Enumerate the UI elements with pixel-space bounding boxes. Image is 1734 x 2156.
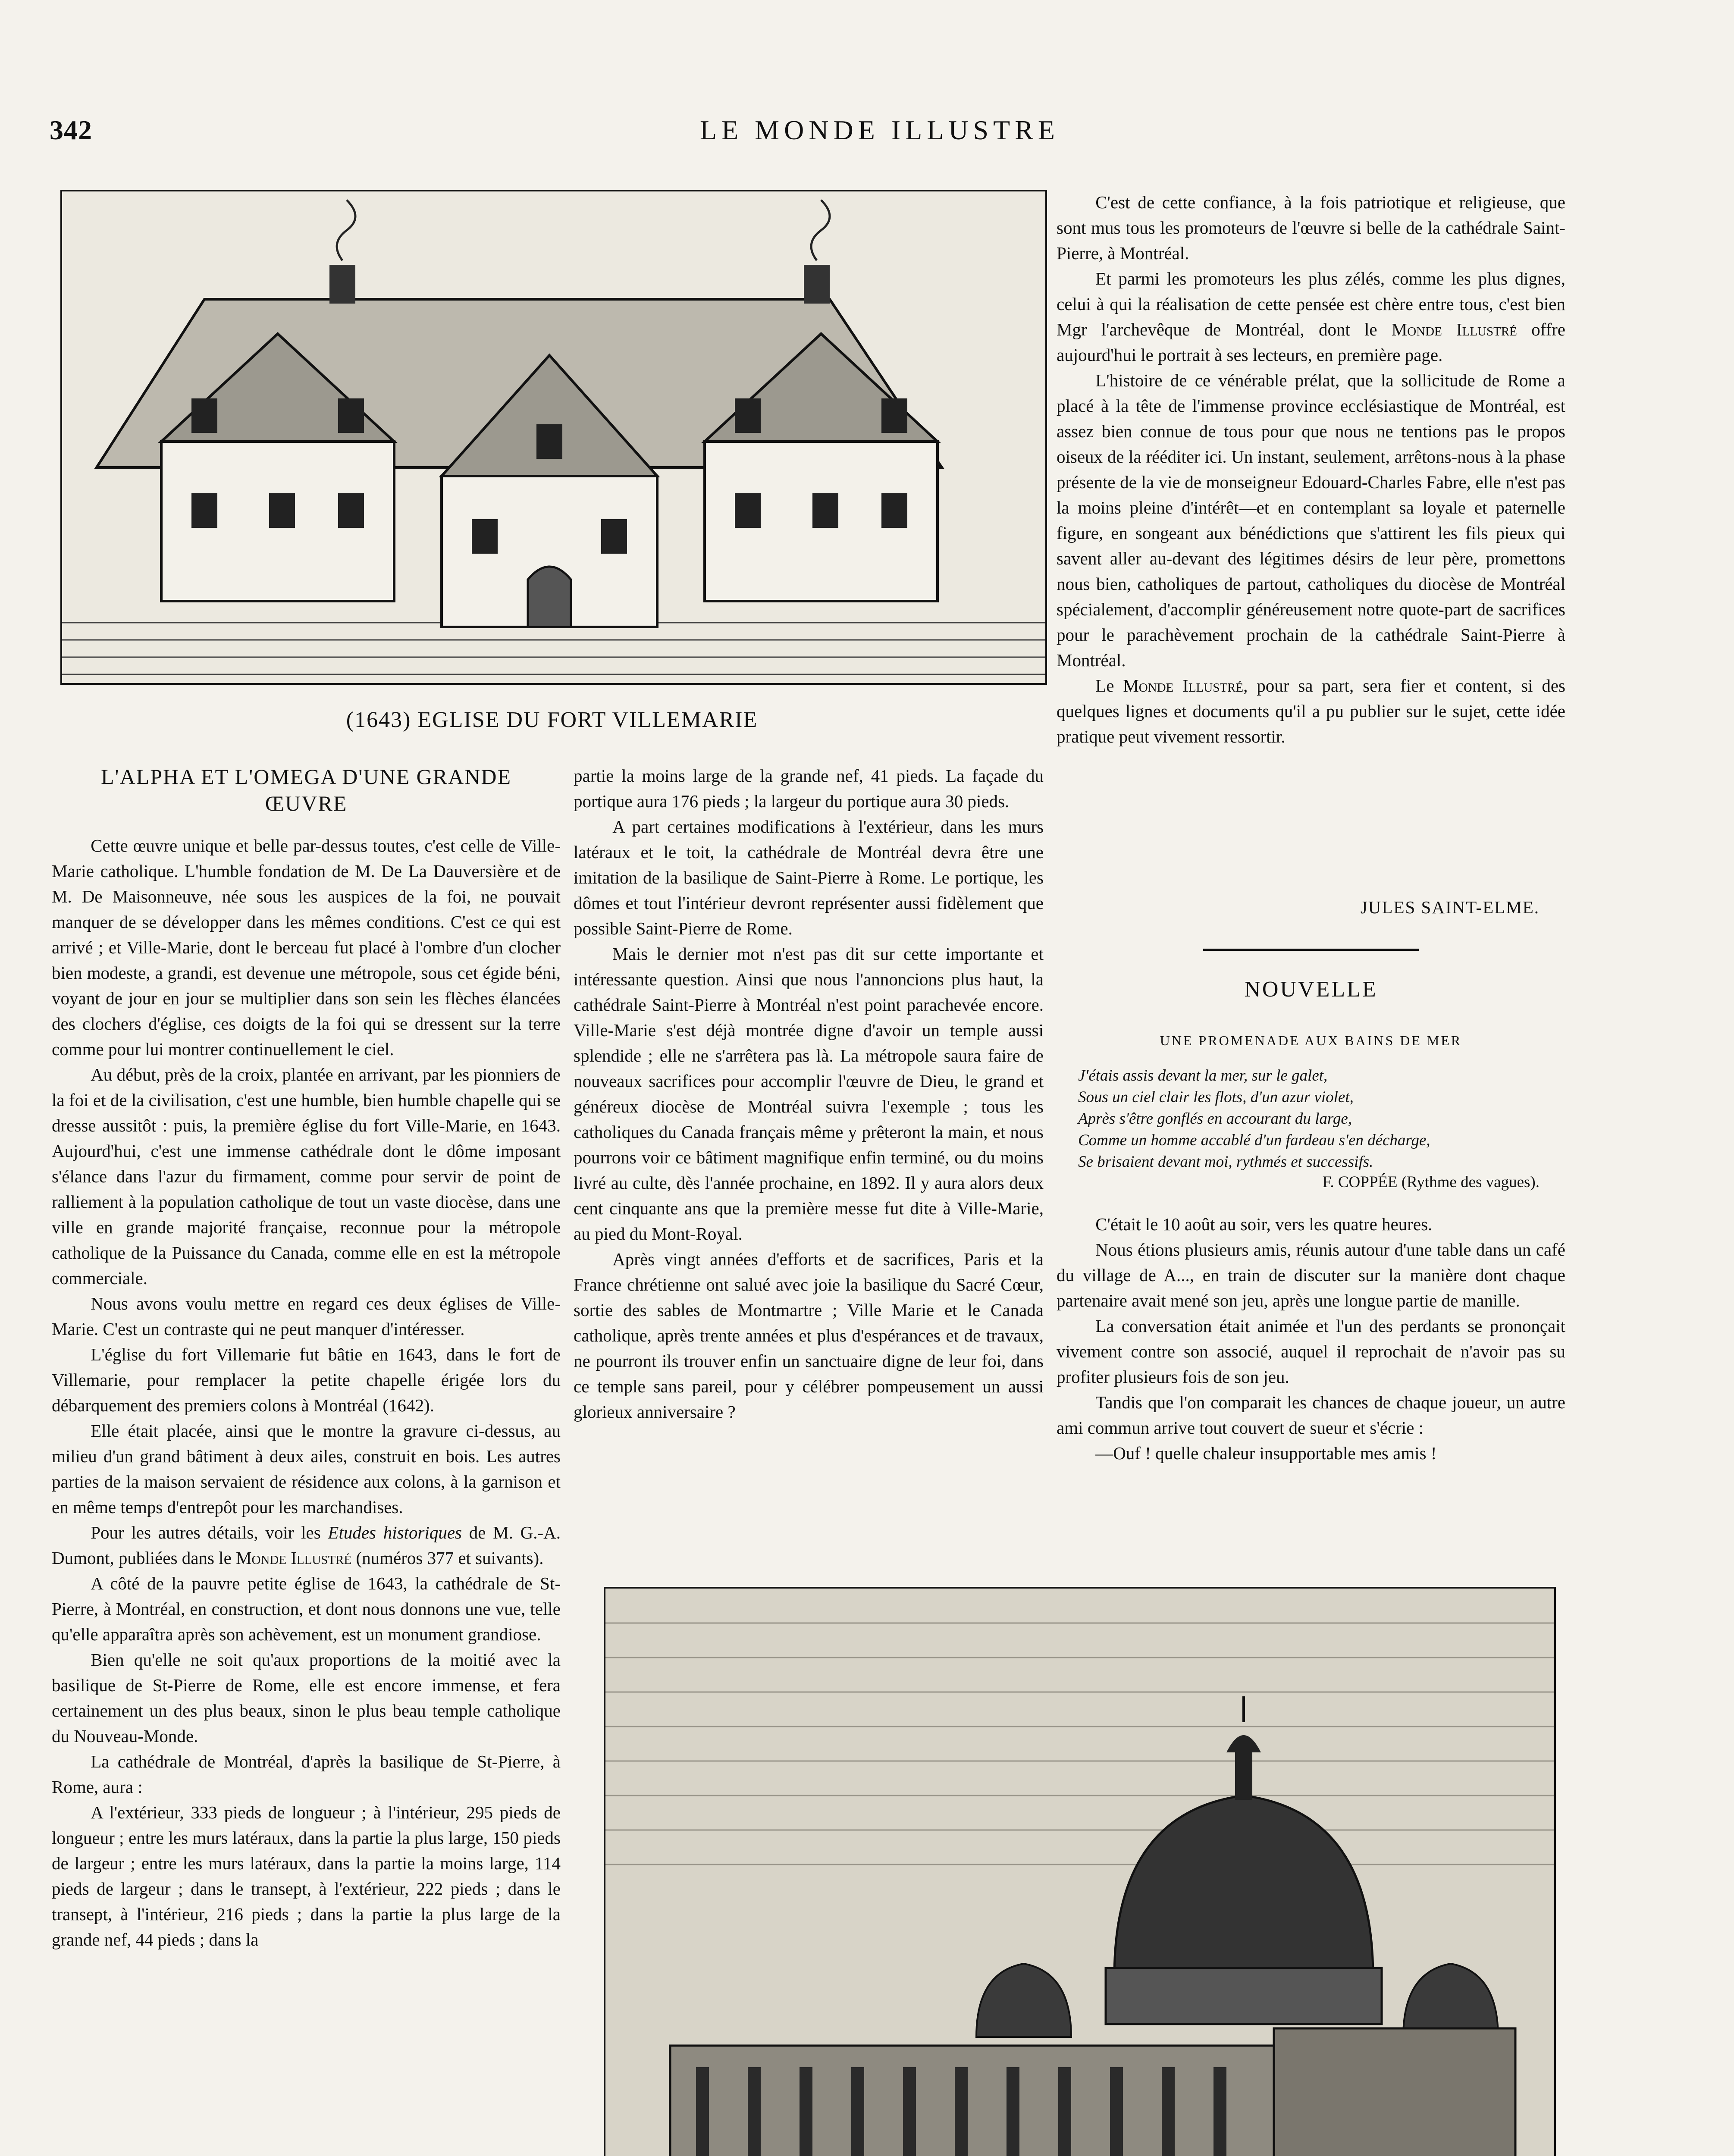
- paragraph: Bien qu'elle ne soit qu'aux proportions de la moitié avec la basilique de St-Pierre de Rome, elle est encore immense, et fera certainement un des plus beaux, sinon le plus beau temple catholique du Nouveau-Monde.: [52, 1650, 561, 1746]
- page-number: 342: [50, 115, 92, 145]
- paragraph: C'est de cette confiance, à la fois patriotique et religieuse, que sont mus tous les promoteurs de l'œuvre si belle de la cathédrale Saint-Pierre, à Montréal.: [1057, 192, 1565, 263]
- paragraph: —Ouf ! quelle chaleur insupportable mes amis !: [1095, 1443, 1437, 1463]
- epigraph-verse: [1078, 1065, 1552, 1173]
- nouvelle-subtitle: UNE PROMENADE AUX BAINS DE MER: [1160, 1033, 1462, 1048]
- paragraph: Tandis que l'on comparait les chances de chaque joueur, un autre ami commun arrive tout couvert de sueur et s'écrie :: [1057, 1392, 1565, 1438]
- paragraph: Après vingt années d'efforts et de sacrifices, Paris et la France chrétienne ont salué avec joie la basilique du Sacré Cœur, sortie des sables de Montmartre ; Ville Marie et le Canada catholique, après trente années et plus d'espérances et de travaux, ne pourront ils trouver enfin un sanctuaire digne de leur foi, dans ce temple sans pareil, pour y célébrer pompeusement un aussi glorieux anniversaire ?: [574, 1249, 1044, 1422]
- verse-line: Après s'être gonflés en accourant du large,: [1078, 1110, 1352, 1128]
- article-title: [52, 763, 561, 817]
- paragraph: A l'extérieur, 333 pieds de longueur ; à l'intérieur, 295 pieds de longueur ; entre les murs latéraux, dans la partie la plus large, 150 pieds de largeur ; entre les murs latéraux, dans la partie la moins large, 114 pieds de largeur ; dans le transept, à l'extérieur, 222 pieds ; dans le transept, à l'intérieur, 216 pieds ; dans la partie la plus large de la grande nef, 44 pieds ; dans la: [52, 1802, 561, 1949]
- paragraph: La conversation était animée et l'un des perdants se prononçait vivement contre son associé, auquel il reprochait de n'avoir pas su profiter plusieurs fois de son jeu.: [1057, 1316, 1565, 1387]
- epigraph-attribution: F. COPPÉE (Rythme des vagues).: [1322, 1173, 1540, 1191]
- paragraph: La cathédrale de Montréal, d'après la basilique de St-Pierre, à Rome, aura :: [52, 1752, 561, 1797]
- paragraph: A côté de la pauvre petite église de 1643, la cathédrale de St-Pierre, à Montréal, en construction, et dont nous donnons une vue, telle qu'elle apparaîtra après son achèvement, est un monument grandiose.: [52, 1573, 561, 1644]
- engraving-cathedral: [604, 1587, 1556, 2156]
- verse-line: Se brisaient devant moi, rythmés et successifs.: [1078, 1153, 1373, 1171]
- fort-church-drawing: [62, 191, 1045, 683]
- nouvelle-title: NOUVELLE: [1244, 977, 1378, 1002]
- engraving-fort-church: [60, 190, 1047, 685]
- paragraph: partie la moins large de la grande nef, 41 pieds. La façade du portique aura 176 pieds ; la largeur du portique aura 30 pieds.: [574, 766, 1044, 811]
- article-column-3: [1057, 190, 1565, 749]
- nouvelle-column: [1057, 1212, 1565, 1466]
- article-title-line-1: L'ALPHA ET L'OMEGA D'UNE GRANDE: [101, 765, 511, 789]
- cathedral-drawing: [605, 1589, 1554, 2156]
- paragraph: L'église du fort Villemarie fut bâtie en 1643, dans le fort de Villemarie, pour remplacer la petite chapelle érigée lors du débarquement des premiers colons à Montréal (1642).: [52, 1344, 561, 1415]
- article-column-1: [52, 763, 561, 1952]
- verse-line: Sous un ciel clair les flots, d'un azur violet,: [1078, 1088, 1354, 1106]
- verse-line: Comme un homme accablé d'un fardeau s'en décharge,: [1078, 1131, 1430, 1149]
- paragraph: Cette œuvre unique et belle par-dessus toutes, c'est celle de Ville-Marie catholique. L'humble fondation de M. De La Dauversière et de M. De Maisonneuve, née sous les auspices de la foi, ne pouvait manquer de se développer dans les mêmes conditions. C'est ce qui est arrivé ; et Ville-Marie, dont le berceau fut placé à l'ombre d'un clocher bien modeste, a grandi, est devenue une métropole, sous cet égide béni, voyant de jour en jour se multiplier dans son sein les flèches élancées des clochers d'église, ces doigts de la foi qui se dressent sur la terre comme pour lui montrer continuellement le ciel.: [52, 836, 561, 1059]
- paragraph: L'histoire de ce vénérable prélat, que la sollicitude de Rome a placé à la tête de l'immense province ecclésiastique de Montréal, est assez bien connue de tous pour que nous ne tentions pas le propos oiseux de la rééditer ici. Un instant, seulement, arrêtons-nous à la phase présente de la vie de monseigneur Edouard-Charles Fabre, elle n'est pas la moins pleine d'intérêt—et en contemplant sa loyale et paternelle figure, en songeant aux bénédictions que s'attirent les fils pieux qui savent aller au-devant des légitimes désirs de leur père, promettons nous bien, catholiques de partout, catholiques du diocèse de Montréal spécialement, d'accomplir généreusement notre quote-part de sacrifices pour le parachèvement prochain de la cathédrale Saint-Pierre à Montréal.: [1057, 370, 1565, 670]
- verse-line: J'étais assis devant la mer, sur le galet,: [1078, 1067, 1328, 1084]
- article-column-2: [574, 763, 1044, 1425]
- paragraph: Elle était placée, ainsi que le montre la gravure ci-dessus, au milieu d'un grand bâtiment à deux ailes, construit en bois. Les autres parties de la maison servaient de résidence aux colons, à la garnison et en même temps d'entrepôt pour les marchandises.: [52, 1421, 561, 1517]
- article-signature: JULES SAINT-ELME.: [1360, 897, 1540, 917]
- paragraph: A part certaines modifications à l'extérieur, dans les murs latéraux et le toit, la cathédrale de Montréal devra être une imitation de la basilique de Saint-Pierre à Rome. Le portique, les dômes et tout l'intérieur devront représenter aussi fidèlement que possible Saint-Pierre de Rome.: [574, 817, 1044, 938]
- paragraph: Au début, près de la croix, plantée en arrivant, par les pionniers de la foi et de la civilisation, c'est une humble, bien humble chapelle qui se dresse aussitôt : puis, la première église du fort Ville-Marie, en 1643. Aujourd'hui, c'est une immense cathédrale dont le dôme imposant s'élance dans l'azur du firmament, comme pour servir de point de ralliement à la population catholique de tout un vaste diocèse, dans une ville en grande majorité française, reconnue pour la métropole catholique de la Puissance du Canada, comme elle en est la métropole commerciale.: [52, 1065, 561, 1288]
- top-illustration-caption: (1643) EGLISE DU FORT VILLEMARIE: [346, 708, 758, 732]
- masthead: LE MONDE ILLUSTRE: [699, 115, 1060, 145]
- paragraph: Mais le dernier mot n'est pas dit sur cette importante et intéressante question. Ainsi que nous l'annoncions plus haut, la cathédrale Saint-Pierre à Montréal n'est point parachevée encore. Ville-Marie s'est déjà montrée digne d'avoir un temple aussi splendide ; elle ne s'arrêtera pas là. La métropole saura faire de nouveaux sacrifices pour accomplir l'œuvre de Dieu, le grand et généreux diocèse de Montréal suivra l'exemple ; tous les catholiques du Canada français même y prêteront la main, et nous pourrons voir ce bâtiment magnifique enfin terminé, ou du moins livré au culte, dès l'année prochaine, en 1892. Il y aura alors deux cent cinquante ans que la première messe fut dite à Ville-Marie, au pied du Mont-Royal.: [574, 944, 1044, 1244]
- paragraph: C'était le 10 août au soir, vers les quatre heures.: [1095, 1214, 1433, 1234]
- paragraph-references: Pour les autres détails, voir les Etudes historiques de M. G.-A. Dumont, publiées dans le Monde Illustré (numéros 377 et suivants).: [52, 1523, 561, 1568]
- paragraph-closing: Le Monde Illustré, pour sa part, sera fier et content, si des quelques lignes et documents qu'il a pu publier sur le sujet, cette idée pratique peut vivement ressortir.: [1057, 676, 1565, 746]
- paragraph: Nous avons voulu mettre en regard ces deux églises de Ville-Marie. C'est un contraste qui ne peut manquer d'intéresser.: [52, 1294, 561, 1339]
- article-title-line-2: ŒUVRE: [265, 791, 348, 815]
- paragraph: Nous étions plusieurs amis, réunis autour d'une table dans un café du village de A..., en train de discuter sur la manière dont chaque partenaire avait mené son jeu, après une longue partie de manille.: [1057, 1240, 1565, 1310]
- section-divider: [1203, 949, 1419, 951]
- paragraph-promoters: Et parmi les promoteurs les plus zélés, comme les plus dignes, celui à qui la réalisation de cette pensée est chère entre tous, c'est bien Mgr l'archevêque de Montréal, dont le Monde Illustré offre aujourd'hui le portrait à ses lecteurs, en première page.: [1057, 269, 1565, 365]
